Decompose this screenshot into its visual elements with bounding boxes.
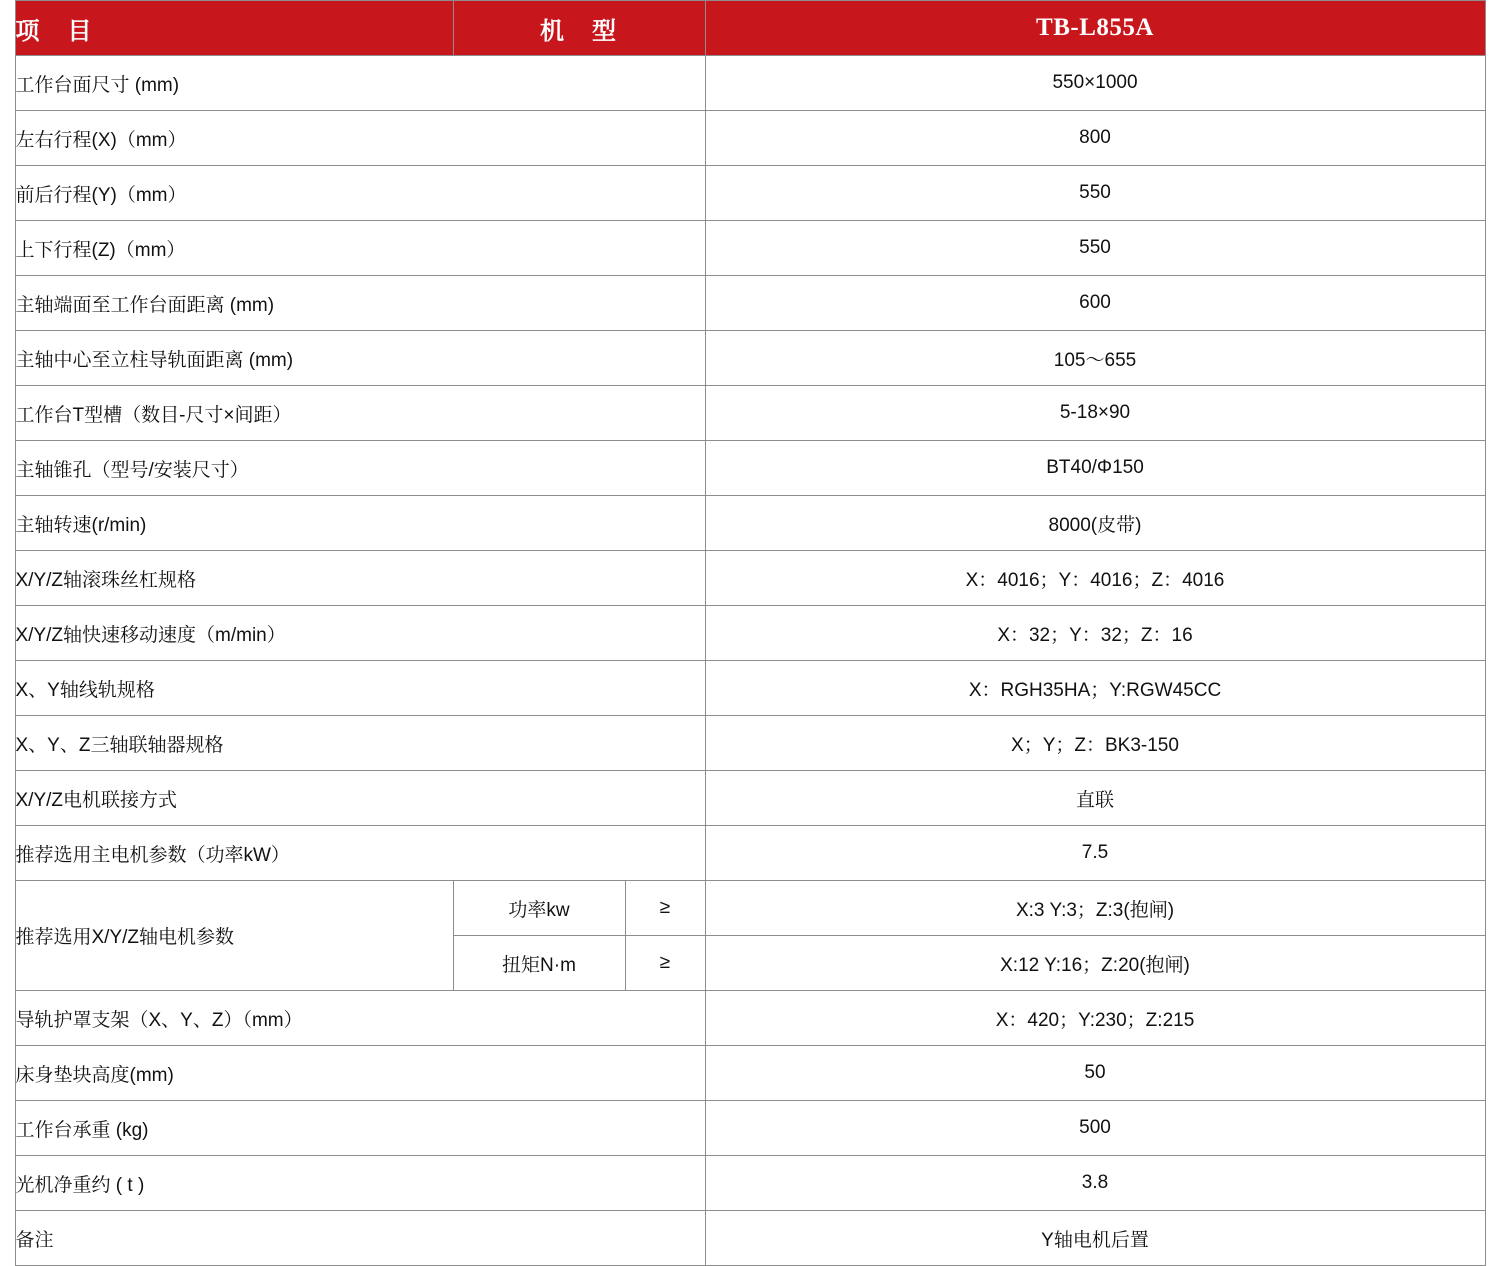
table-row	[15, 496, 1485, 551]
row-item: X、Y轴线轨规格	[15, 661, 705, 716]
row-value: Y轴电机后置	[705, 1211, 1485, 1266]
row-item: X/Y/Z轴滚珠丝杠规格	[15, 551, 705, 606]
row-item: 主轴锥孔（型号/安装尺寸）	[15, 441, 705, 496]
row-item: 主轴中心至立柱导轨面距离 (mm)	[15, 331, 705, 386]
row-value: 600	[705, 276, 1485, 331]
row-value: X；Y；Z：BK3-150	[705, 716, 1485, 771]
header-model-label: 机 型	[453, 1, 705, 56]
motor-row-power	[15, 881, 1485, 936]
row-value: 7.5	[705, 826, 1485, 881]
motor-sub-symbol: ≥	[625, 881, 705, 936]
row-value: X：4016；Y：4016；Z：4016	[705, 551, 1485, 606]
motor-sub-name: 扭矩N·m	[453, 936, 625, 991]
table-row	[15, 716, 1485, 771]
row-value: 800	[705, 111, 1485, 166]
motor-sub-name: 功率kw	[453, 881, 625, 936]
row-item: 前后行程(Y)（mm）	[15, 166, 705, 221]
motor-sub-value: X:12 Y:16；Z:20(抱闸)	[705, 936, 1485, 991]
row-value: 550	[705, 166, 1485, 221]
row-item: 床身垫块高度(mm)	[15, 1046, 705, 1101]
table-row	[15, 1156, 1485, 1211]
row-item: 工作台T型槽（数目-尺寸×间距）	[15, 386, 705, 441]
row-value: 105～655	[705, 331, 1485, 386]
table-row	[15, 661, 1485, 716]
row-item: 工作台承重 (kg)	[15, 1101, 705, 1156]
row-item: 备注	[15, 1211, 705, 1266]
row-item: 导轨护罩支架（X、Y、Z）（mm）	[15, 991, 705, 1046]
row-value: X：32；Y：32；Z：16	[705, 606, 1485, 661]
table-row	[15, 441, 1485, 496]
row-value: 8000(皮带)	[705, 496, 1485, 551]
table-row	[15, 606, 1485, 661]
row-item: 推荐选用主电机参数（功率kW）	[15, 826, 705, 881]
table-row	[15, 221, 1485, 276]
header-item-label: 项 目	[15, 1, 453, 56]
row-value: 550×1000	[705, 56, 1485, 111]
table-row	[15, 276, 1485, 331]
row-item: 左右行程(X)（mm）	[15, 111, 705, 166]
row-item: 工作台面尺寸 (mm)	[15, 56, 705, 111]
row-item: X、Y、Z三轴联轴器规格	[15, 716, 705, 771]
table-row	[15, 771, 1485, 826]
row-value: 3.8	[705, 1156, 1485, 1211]
table-row	[15, 111, 1485, 166]
row-value: X：420；Y:230；Z:215	[705, 991, 1485, 1046]
table-row	[15, 386, 1485, 441]
table-header-row	[15, 1, 1485, 56]
row-value: BT40/Φ150	[705, 441, 1485, 496]
table-row	[15, 1211, 1485, 1266]
row-item: X/Y/Z轴快速移动速度（m/min）	[15, 606, 705, 661]
specification-table	[15, 0, 1486, 1266]
table-row	[15, 1101, 1485, 1156]
table-row	[15, 331, 1485, 386]
row-value: 直联	[705, 771, 1485, 826]
row-item: 光机净重约 ( t )	[15, 1156, 705, 1211]
row-value: X：RGH35HA；Y:RGW45CC	[705, 661, 1485, 716]
row-item: 上下行程(Z)（mm）	[15, 221, 705, 276]
row-value: 550	[705, 221, 1485, 276]
motor-group-label: 推荐选用X/Y/Z轴电机参数	[15, 881, 453, 991]
table-row	[15, 551, 1485, 606]
table-row	[15, 1046, 1485, 1101]
table-row	[15, 166, 1485, 221]
row-item: 主轴转速(r/min)	[15, 496, 705, 551]
row-value: 50	[705, 1046, 1485, 1101]
row-value: 5-18×90	[705, 386, 1485, 441]
row-item: X/Y/Z电机联接方式	[15, 771, 705, 826]
table-row	[15, 56, 1485, 111]
motor-sub-value: X:3 Y:3；Z:3(抱闸)	[705, 881, 1485, 936]
row-item: 主轴端面至工作台面距离 (mm)	[15, 276, 705, 331]
table-row	[15, 826, 1485, 881]
header-model-value: TB-L855A	[705, 1, 1485, 56]
table-row	[15, 991, 1485, 1046]
row-value: 500	[705, 1101, 1485, 1156]
motor-sub-symbol: ≥	[625, 936, 705, 991]
